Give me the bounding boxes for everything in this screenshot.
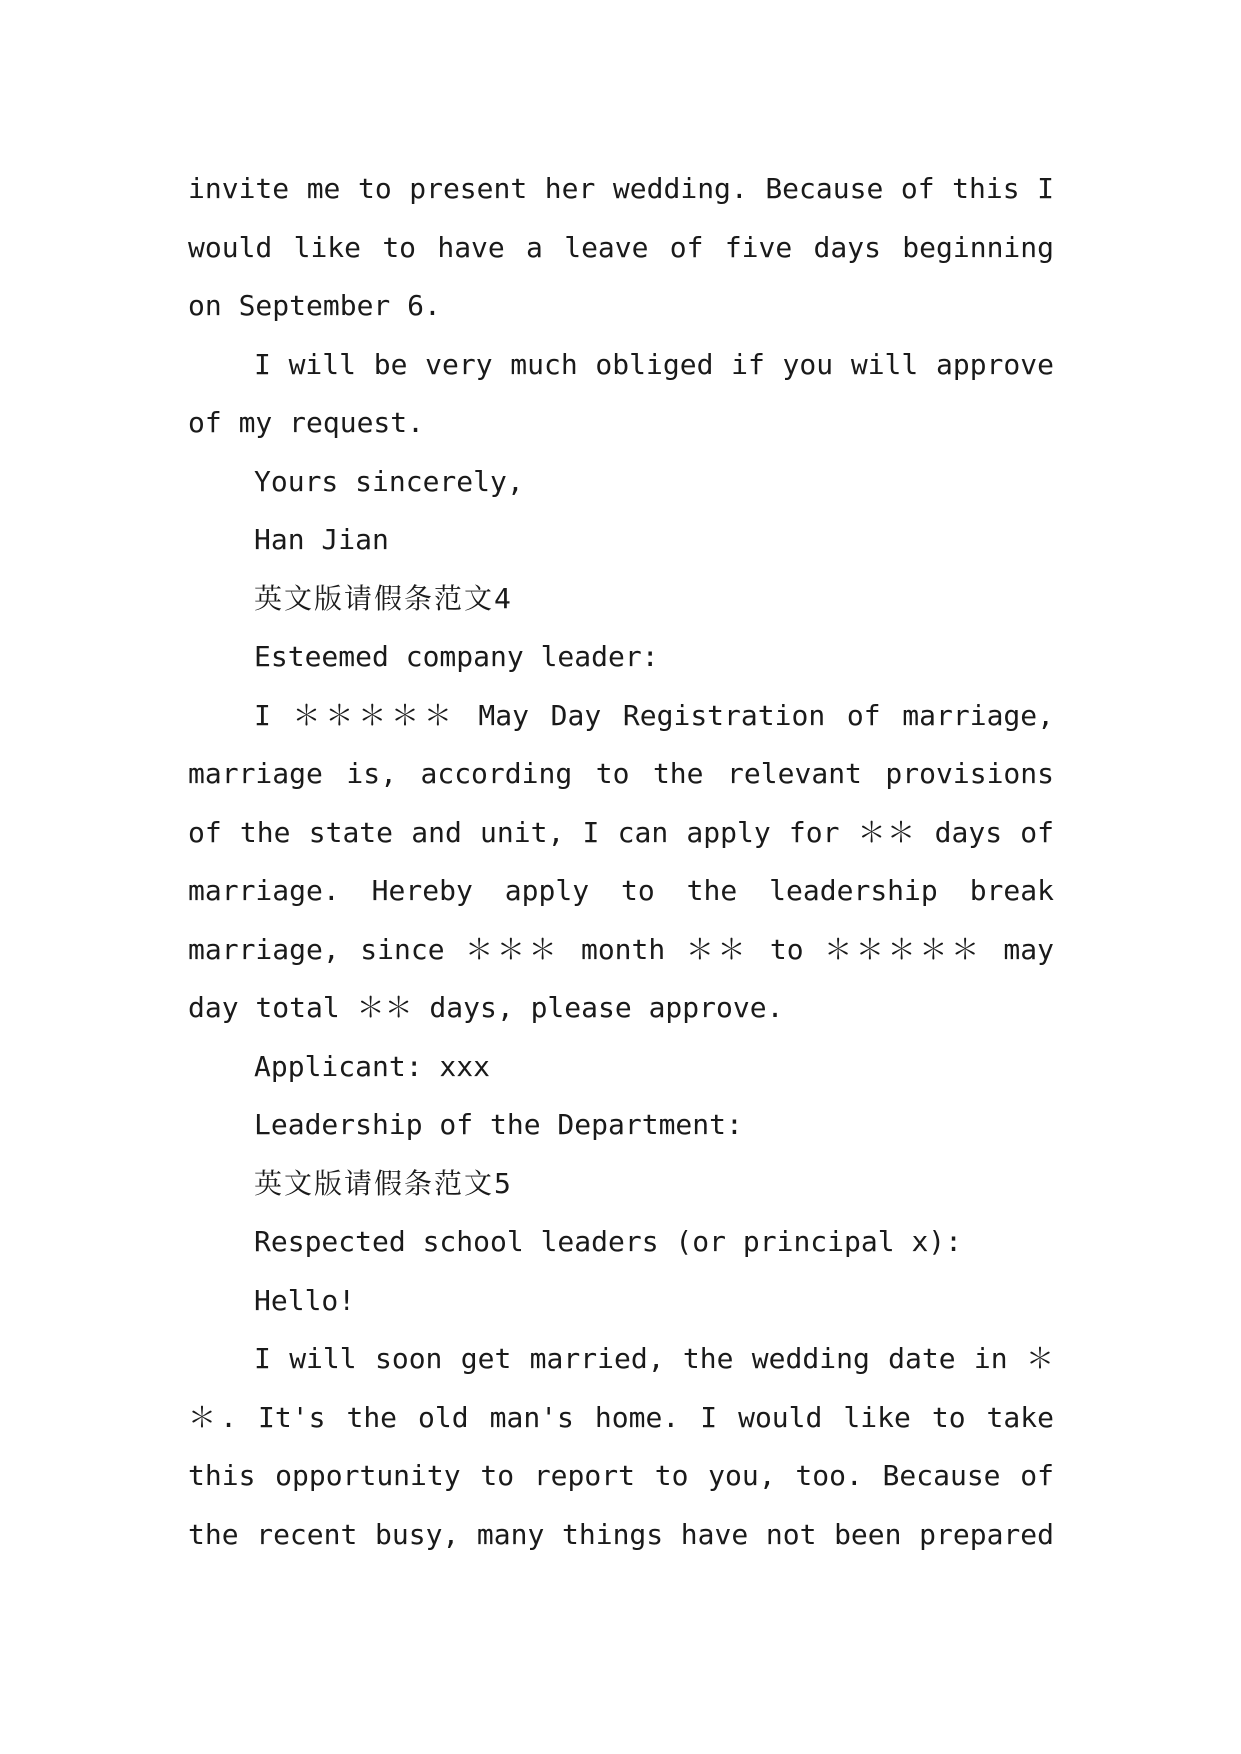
body-line: day total ＊＊ days, please approve. <box>188 991 784 1024</box>
body-line: invite me to present her wedding. Because of this I <box>188 172 1054 205</box>
paragraph-start-line: I will be very much obliged if you will approve <box>254 347 1054 381</box>
body-line: ＊. It's the old man's home. I would like to take <box>188 1400 1054 1434</box>
paragraph-start-line: I will soon get married, the wedding date in ＊ <box>254 1342 1054 1375</box>
greeting-line: Hello! <box>254 1283 356 1317</box>
section-heading: 英文版请假条范文4 <box>254 581 513 615</box>
body-line: marriage, since ＊＊＊ month ＊＊ to ＊＊＊＊＊ may <box>188 932 1054 966</box>
document-page <box>188 160 1054 1564</box>
section-heading: 英文版请假条范文5 <box>254 1166 513 1200</box>
body-line: of the state and unit, I can apply for ＊＊ days of <box>188 815 1054 849</box>
body-line: on September 6. <box>188 289 441 322</box>
salutation-line: Respected school leaders (or principal x): <box>254 1225 963 1258</box>
body-line: marriage. Hereby apply to the leadership break <box>188 874 1054 907</box>
applicant-line: Applicant: xxx <box>254 1049 491 1083</box>
signature-line: Han Jian <box>254 523 389 556</box>
body-line: of my request. <box>188 406 425 439</box>
closing-line: Yours sincerely, <box>254 464 524 498</box>
body-line: this opportunity to report to you, too. Because of <box>188 1459 1054 1492</box>
department-line: Leadership of the Department: <box>254 1108 743 1141</box>
body-line: would like to have a leave of five days beginning <box>188 230 1054 264</box>
body-line: the recent busy, many things have not been prepared <box>188 1517 1054 1551</box>
salutation-line: Esteemed company leader: <box>254 640 659 673</box>
body-line: marriage is, according to the relevant provisions <box>188 757 1054 790</box>
paragraph-start-line: I ＊＊＊＊＊ May Day Registration of marriage, <box>254 698 1054 732</box>
